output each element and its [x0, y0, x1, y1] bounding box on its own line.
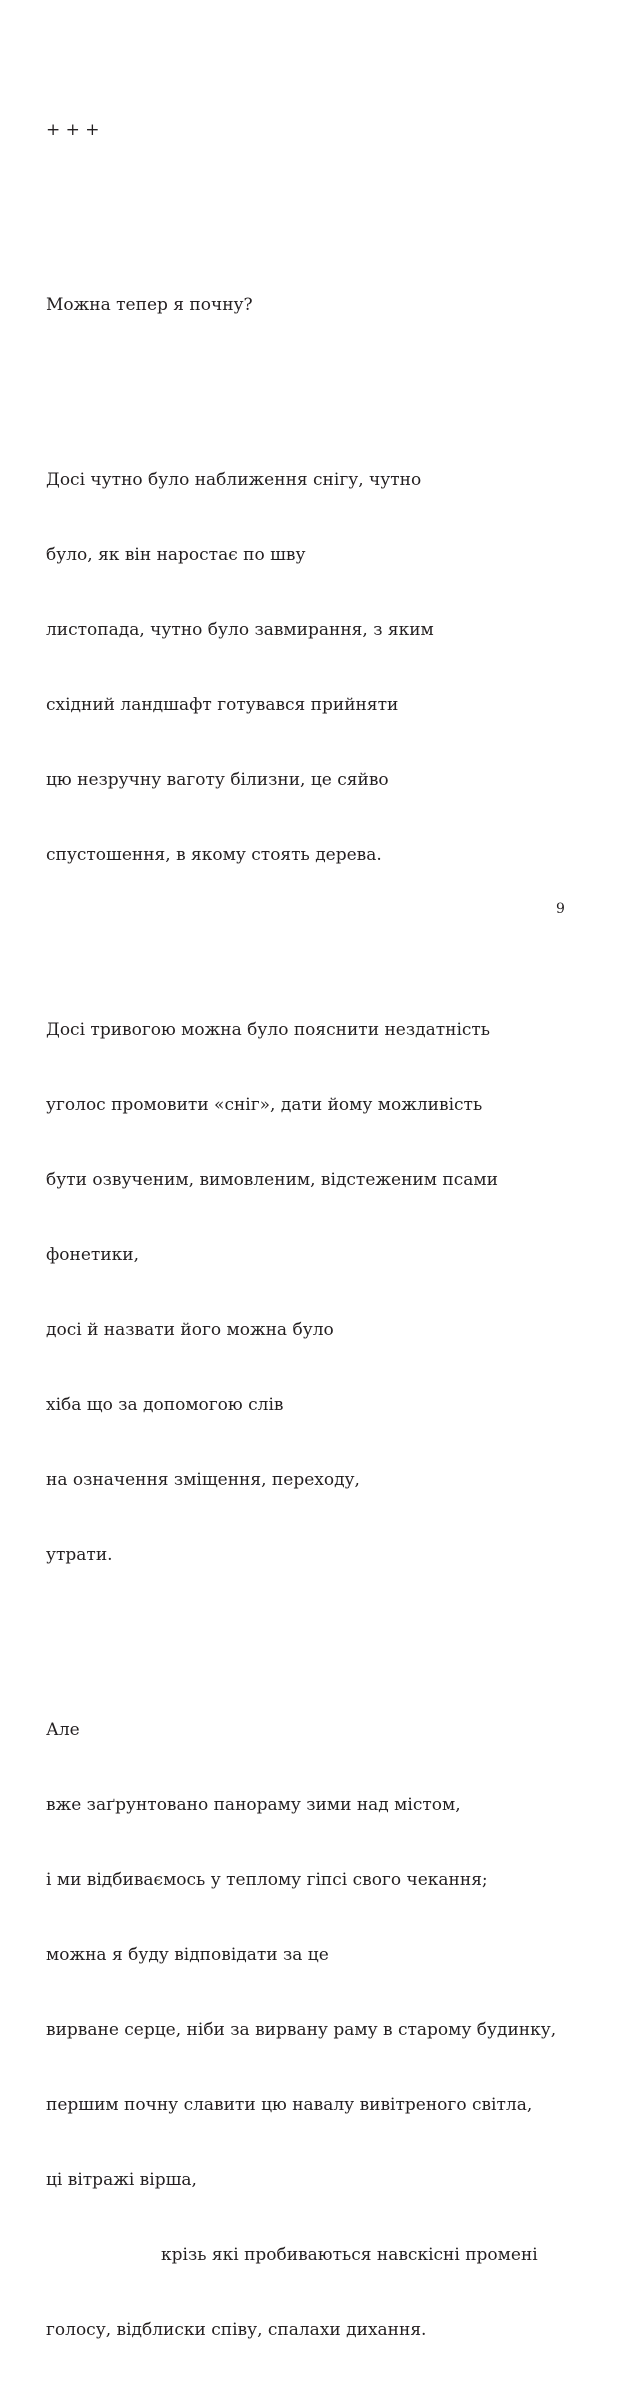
stanza-gap	[46, 193, 606, 218]
poem-line: спустошення, в якому стоять дерева.	[46, 845, 382, 865]
poem-line: Але	[46, 1720, 80, 1740]
poem-line: уголос промовити «сніг», дати йому можливість	[46, 1095, 483, 1115]
stanza-gap	[46, 918, 606, 943]
stanza-gap	[46, 368, 606, 393]
poem-line: вирване серце, ніби за вирвану раму в старому будинку,	[46, 2020, 557, 2040]
poem-line: Досі чутно було наближення снігу, чутно	[46, 470, 422, 490]
poem-line: цю незручну ваготу білизни, це сяйво	[46, 770, 389, 790]
poem-line: на означення зміщення, переходу,	[46, 1470, 360, 1490]
poem-line: досі й назвати його можна було	[46, 1320, 334, 1340]
poem-line: Досі тривогою можна було пояснити нездатність	[46, 1020, 491, 1040]
poem-line: Можна тепер я почну?	[46, 295, 253, 315]
poem-line: бути озвученим, вимовленим, відстеженим псами	[46, 1170, 498, 1190]
poem-line: східний ландшафт готувався прийняти	[46, 695, 399, 715]
poem-line-indented: крізь які пробиваються навскісні промені	[161, 2245, 538, 2265]
poem-line: фонетики,	[46, 1245, 140, 1265]
poem-line: утрати.	[46, 1545, 113, 1565]
poem-line: голосу, відблиски співу, спалахи дихання.	[46, 2320, 427, 2340]
poem-line: і ми відбиваємось у теплому гіпсі свого чекання;	[46, 1870, 488, 1890]
section-ornament: + + +	[46, 120, 100, 140]
poem-line: вже заґрунтовано панораму зими над містом,	[46, 1795, 461, 1815]
poem-line: було, як він наростає по шву	[46, 545, 306, 565]
page-number: 9	[556, 901, 565, 917]
poem	[46, 68, 606, 2393]
poem-line: першим почну славити цю навалу вивітреного світла,	[46, 2095, 533, 2115]
poem-line: ці вітражі вірша,	[46, 2170, 197, 2190]
poem-line: можна я буду відповідати за це	[46, 1945, 329, 1965]
stanza-gap	[46, 1618, 606, 1643]
poem-line: хіба що за допомогою слів	[46, 1395, 284, 1415]
poem-line: листопада, чутно було завмирання, з яким	[46, 620, 434, 640]
